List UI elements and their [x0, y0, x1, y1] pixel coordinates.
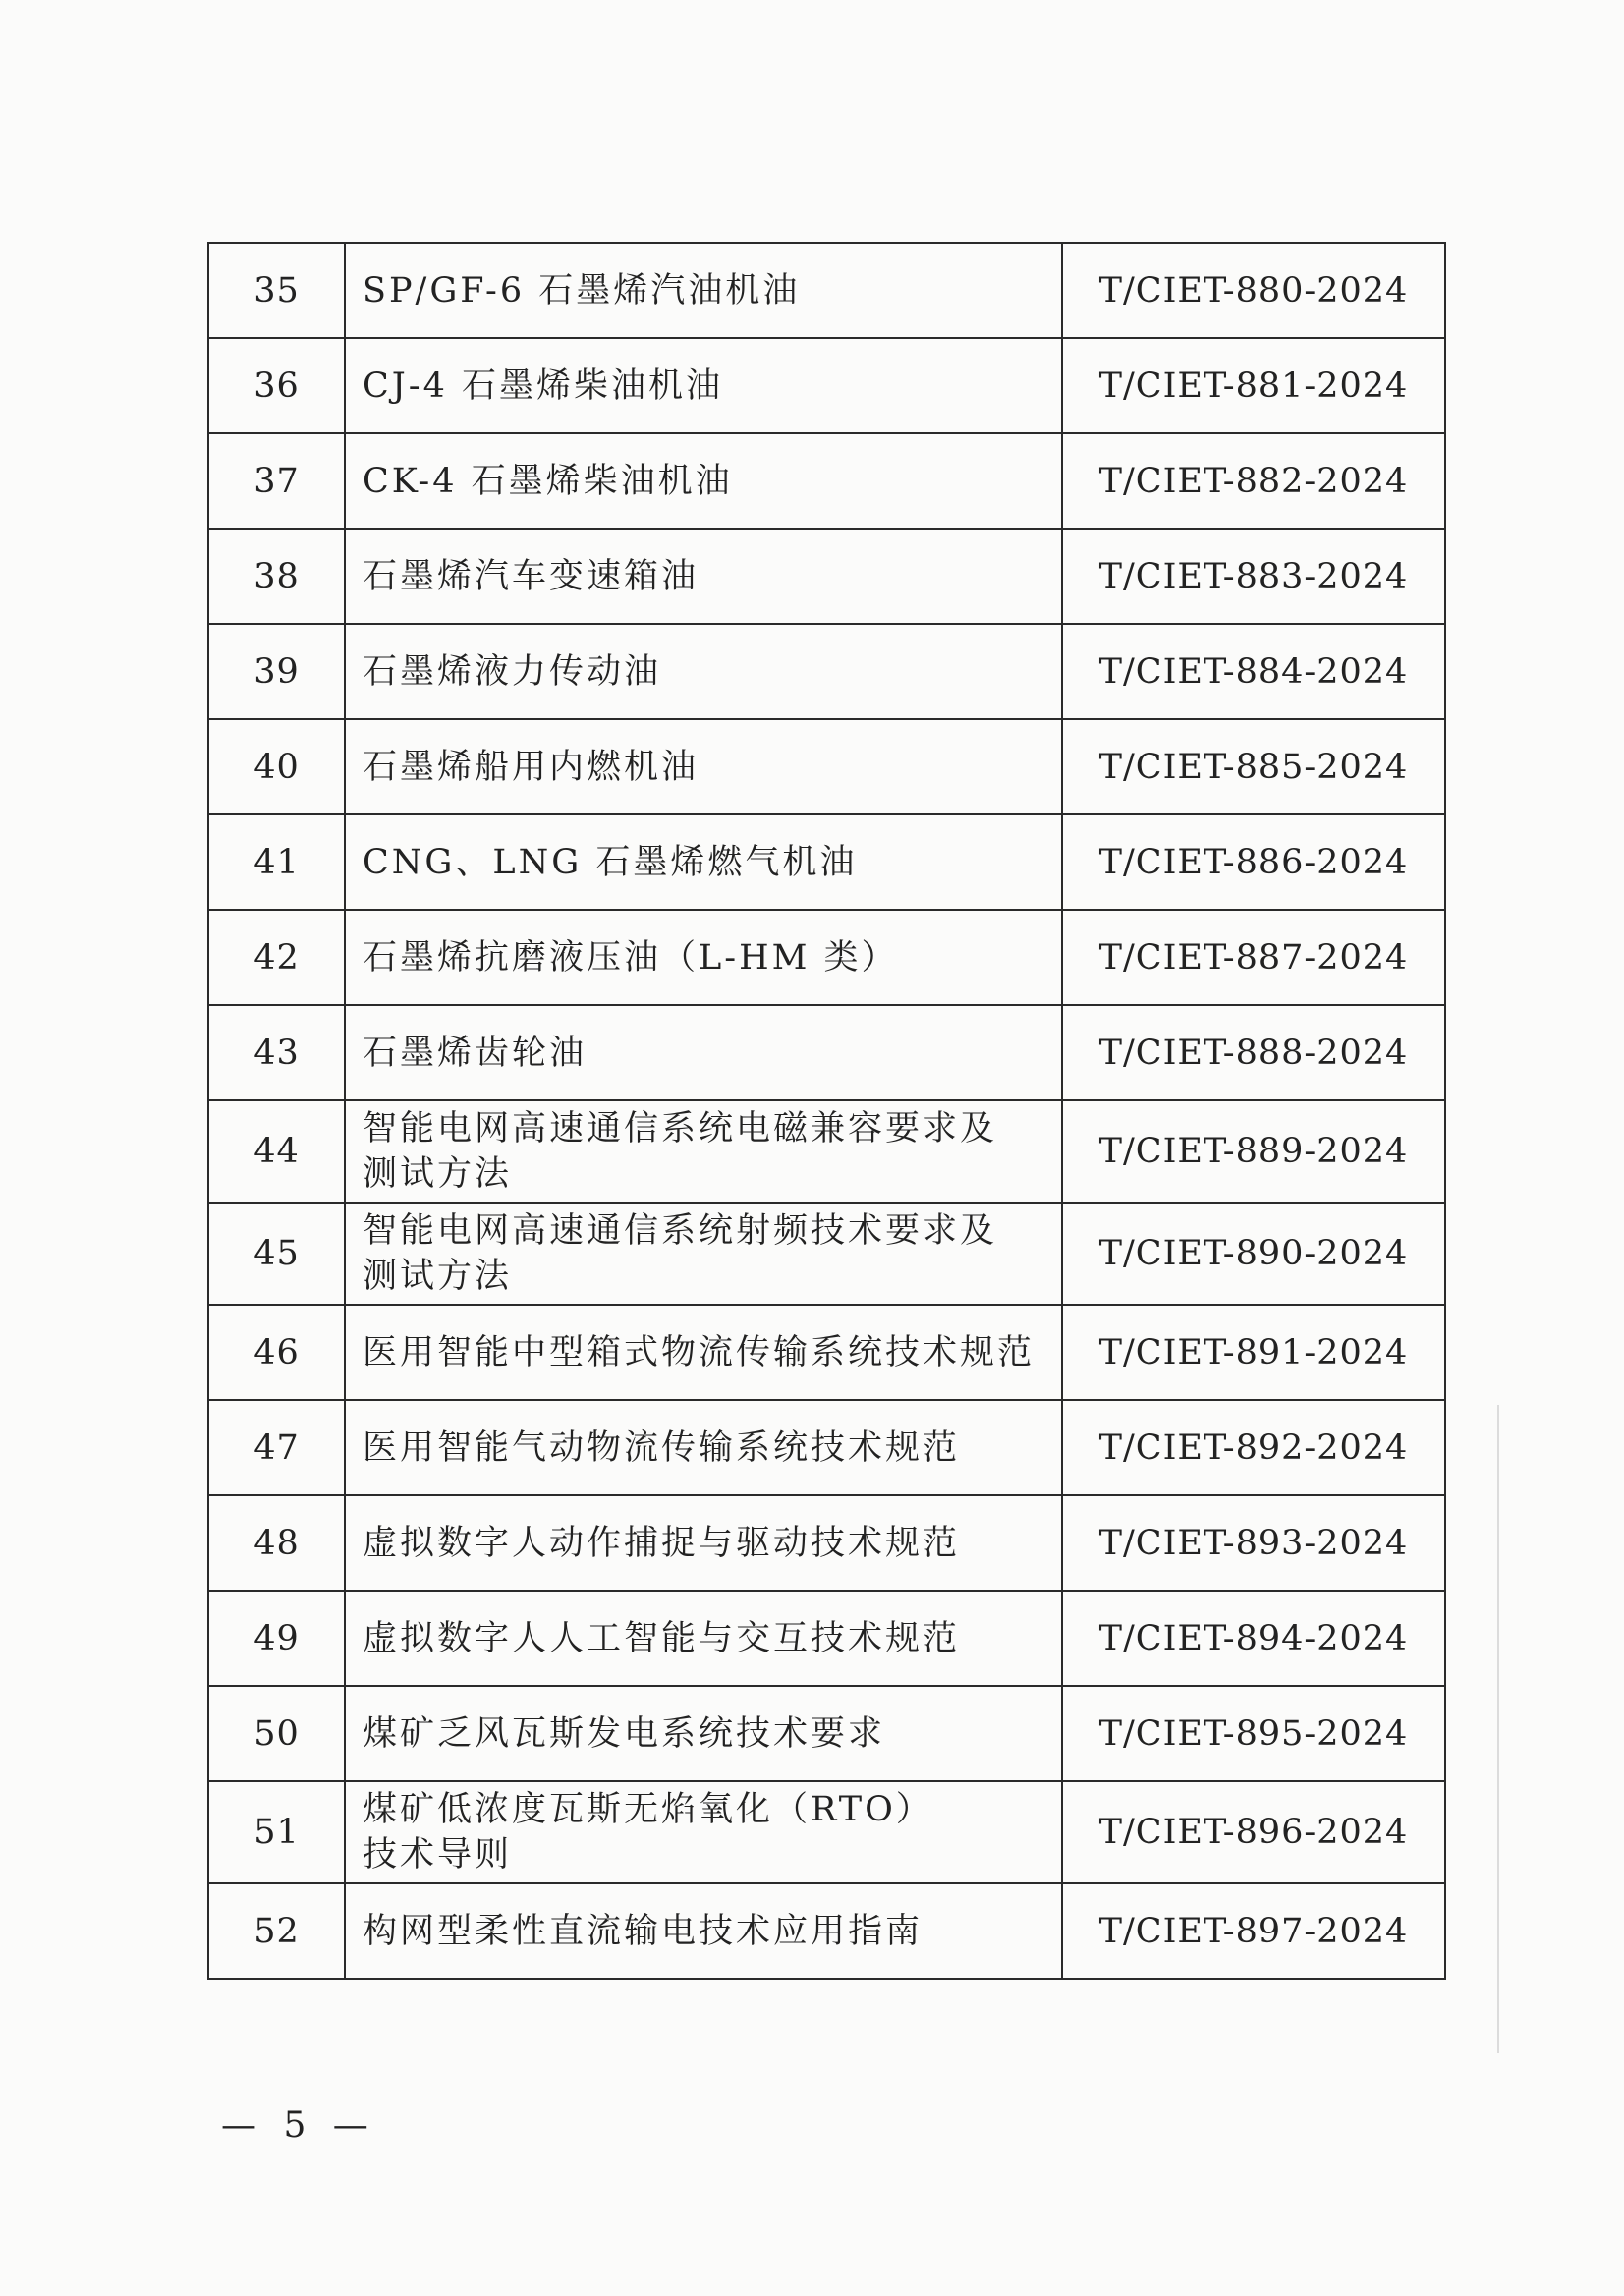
row-number: 37 — [208, 433, 345, 529]
standard-name-line: 虚拟数字人人工智能与交互技术规范 — [363, 1618, 961, 1658]
standard-name — [345, 1203, 1062, 1305]
standard-name-line: 智能电网高速通信系统电磁兼容要求及 — [363, 1109, 998, 1148]
row-number: 39 — [208, 624, 345, 719]
standard-code: T/CIET-893-2024 — [1062, 1495, 1445, 1591]
row-number: 45 — [208, 1203, 345, 1305]
standard-code: T/CIET-885-2024 — [1062, 719, 1445, 814]
standard-name — [345, 910, 1062, 1005]
standard-code: T/CIET-897-2024 — [1062, 1883, 1445, 1979]
standard-name — [345, 433, 1062, 529]
table-row — [208, 1005, 1445, 1100]
standard-name — [345, 1781, 1062, 1883]
standard-name-line: 测试方法 — [363, 1257, 513, 1296]
row-number: 41 — [208, 814, 345, 910]
scan-mark — [1497, 1405, 1499, 2053]
table-row — [208, 910, 1445, 1005]
standard-name-line: 煤矿乏风瓦斯发电系统技术要求 — [363, 1713, 886, 1754]
row-number: 43 — [208, 1005, 345, 1100]
row-number: 44 — [208, 1100, 345, 1203]
standard-name — [345, 719, 1062, 814]
row-number: 38 — [208, 529, 345, 624]
standard-code: T/CIET-892-2024 — [1062, 1400, 1445, 1495]
row-number: 52 — [208, 1883, 345, 1979]
standard-name-line: 煤矿低浓度瓦斯无焰氧化（RTO） — [363, 1790, 933, 1829]
standard-name — [345, 1883, 1062, 1979]
standards-table — [207, 242, 1446, 1980]
table-row — [208, 1203, 1445, 1305]
standard-code: T/CIET-889-2024 — [1062, 1100, 1445, 1203]
table-row — [208, 624, 1445, 719]
row-number: 35 — [208, 243, 345, 338]
table-row — [208, 719, 1445, 814]
standard-code: T/CIET-883-2024 — [1062, 529, 1445, 624]
standard-name — [345, 814, 1062, 910]
standard-code: T/CIET-886-2024 — [1062, 814, 1445, 910]
standard-code: T/CIET-894-2024 — [1062, 1591, 1445, 1686]
row-number: 40 — [208, 719, 345, 814]
table-row — [208, 433, 1445, 529]
page-number: — 5 — — [221, 2105, 376, 2146]
row-number: 49 — [208, 1591, 345, 1686]
row-number: 47 — [208, 1400, 345, 1495]
standard-code: T/CIET-880-2024 — [1062, 243, 1445, 338]
standard-code: T/CIET-887-2024 — [1062, 910, 1445, 1005]
table-row — [208, 1100, 1445, 1203]
row-number: 50 — [208, 1686, 345, 1781]
table-row — [208, 1591, 1445, 1686]
standard-name-line: 石墨烯液力传动油 — [363, 651, 662, 692]
standard-code: T/CIET-890-2024 — [1062, 1203, 1445, 1305]
row-number: 46 — [208, 1305, 345, 1400]
standard-code: T/CIET-882-2024 — [1062, 433, 1445, 529]
standard-name-line: 石墨烯船用内燃机油 — [363, 747, 700, 787]
table-row — [208, 338, 1445, 433]
standard-name — [345, 1400, 1062, 1495]
standard-name-line: 石墨烯齿轮油 — [363, 1033, 588, 1073]
standard-name — [345, 243, 1062, 338]
standard-name-line: 构网型柔性直流输电技术应用指南 — [363, 1911, 924, 1951]
table-row — [208, 529, 1445, 624]
standards-table-body — [208, 243, 1445, 1979]
table-row — [208, 243, 1445, 338]
standard-name — [345, 1005, 1062, 1100]
standard-name — [345, 1100, 1062, 1203]
table-row — [208, 814, 1445, 910]
table-row — [208, 1495, 1445, 1591]
standard-name — [345, 1686, 1062, 1781]
standard-code: T/CIET-881-2024 — [1062, 338, 1445, 433]
standard-name-line: CK-4 石墨烯柴油机油 — [363, 461, 733, 501]
standard-name-line: 虚拟数字人动作捕捉与驱动技术规范 — [363, 1523, 961, 1563]
row-number: 42 — [208, 910, 345, 1005]
table-row — [208, 1400, 1445, 1495]
standard-name-line: 石墨烯抗磨液压油（L-HM 类） — [363, 937, 899, 978]
standard-code: T/CIET-884-2024 — [1062, 624, 1445, 719]
standard-code: T/CIET-896-2024 — [1062, 1781, 1445, 1883]
row-number: 48 — [208, 1495, 345, 1591]
standard-name-line: 测试方法 — [363, 1154, 513, 1194]
standard-name-line: 医用智能气动物流传输系统技术规范 — [363, 1428, 961, 1468]
table-row — [208, 1686, 1445, 1781]
row-number: 51 — [208, 1781, 345, 1883]
standard-name-line: 医用智能中型箱式物流传输系统技术规范 — [363, 1332, 1036, 1372]
standard-name-line: CNG、LNG 石墨烯燃气机油 — [363, 842, 858, 882]
standard-name-line: 技术导则 — [363, 1835, 513, 1875]
standard-name-line: 石墨烯汽车变速箱油 — [363, 556, 700, 596]
standard-name — [345, 529, 1062, 624]
standard-name — [345, 1305, 1062, 1400]
standard-name — [345, 1495, 1062, 1591]
standard-name — [345, 1591, 1062, 1686]
standard-name-line: 智能电网高速通信系统射频技术要求及 — [363, 1211, 998, 1251]
standard-code: T/CIET-895-2024 — [1062, 1686, 1445, 1781]
standard-name-line: CJ-4 石墨烯柴油机油 — [363, 365, 724, 406]
standard-code: T/CIET-888-2024 — [1062, 1005, 1445, 1100]
standard-name — [345, 624, 1062, 719]
table-row — [208, 1305, 1445, 1400]
table-row — [208, 1781, 1445, 1883]
standard-name — [345, 338, 1062, 433]
standard-code: T/CIET-891-2024 — [1062, 1305, 1445, 1400]
standard-name-line: SP/GF-6 石墨烯汽油机油 — [363, 270, 801, 310]
table-row — [208, 1883, 1445, 1979]
row-number: 36 — [208, 338, 345, 433]
